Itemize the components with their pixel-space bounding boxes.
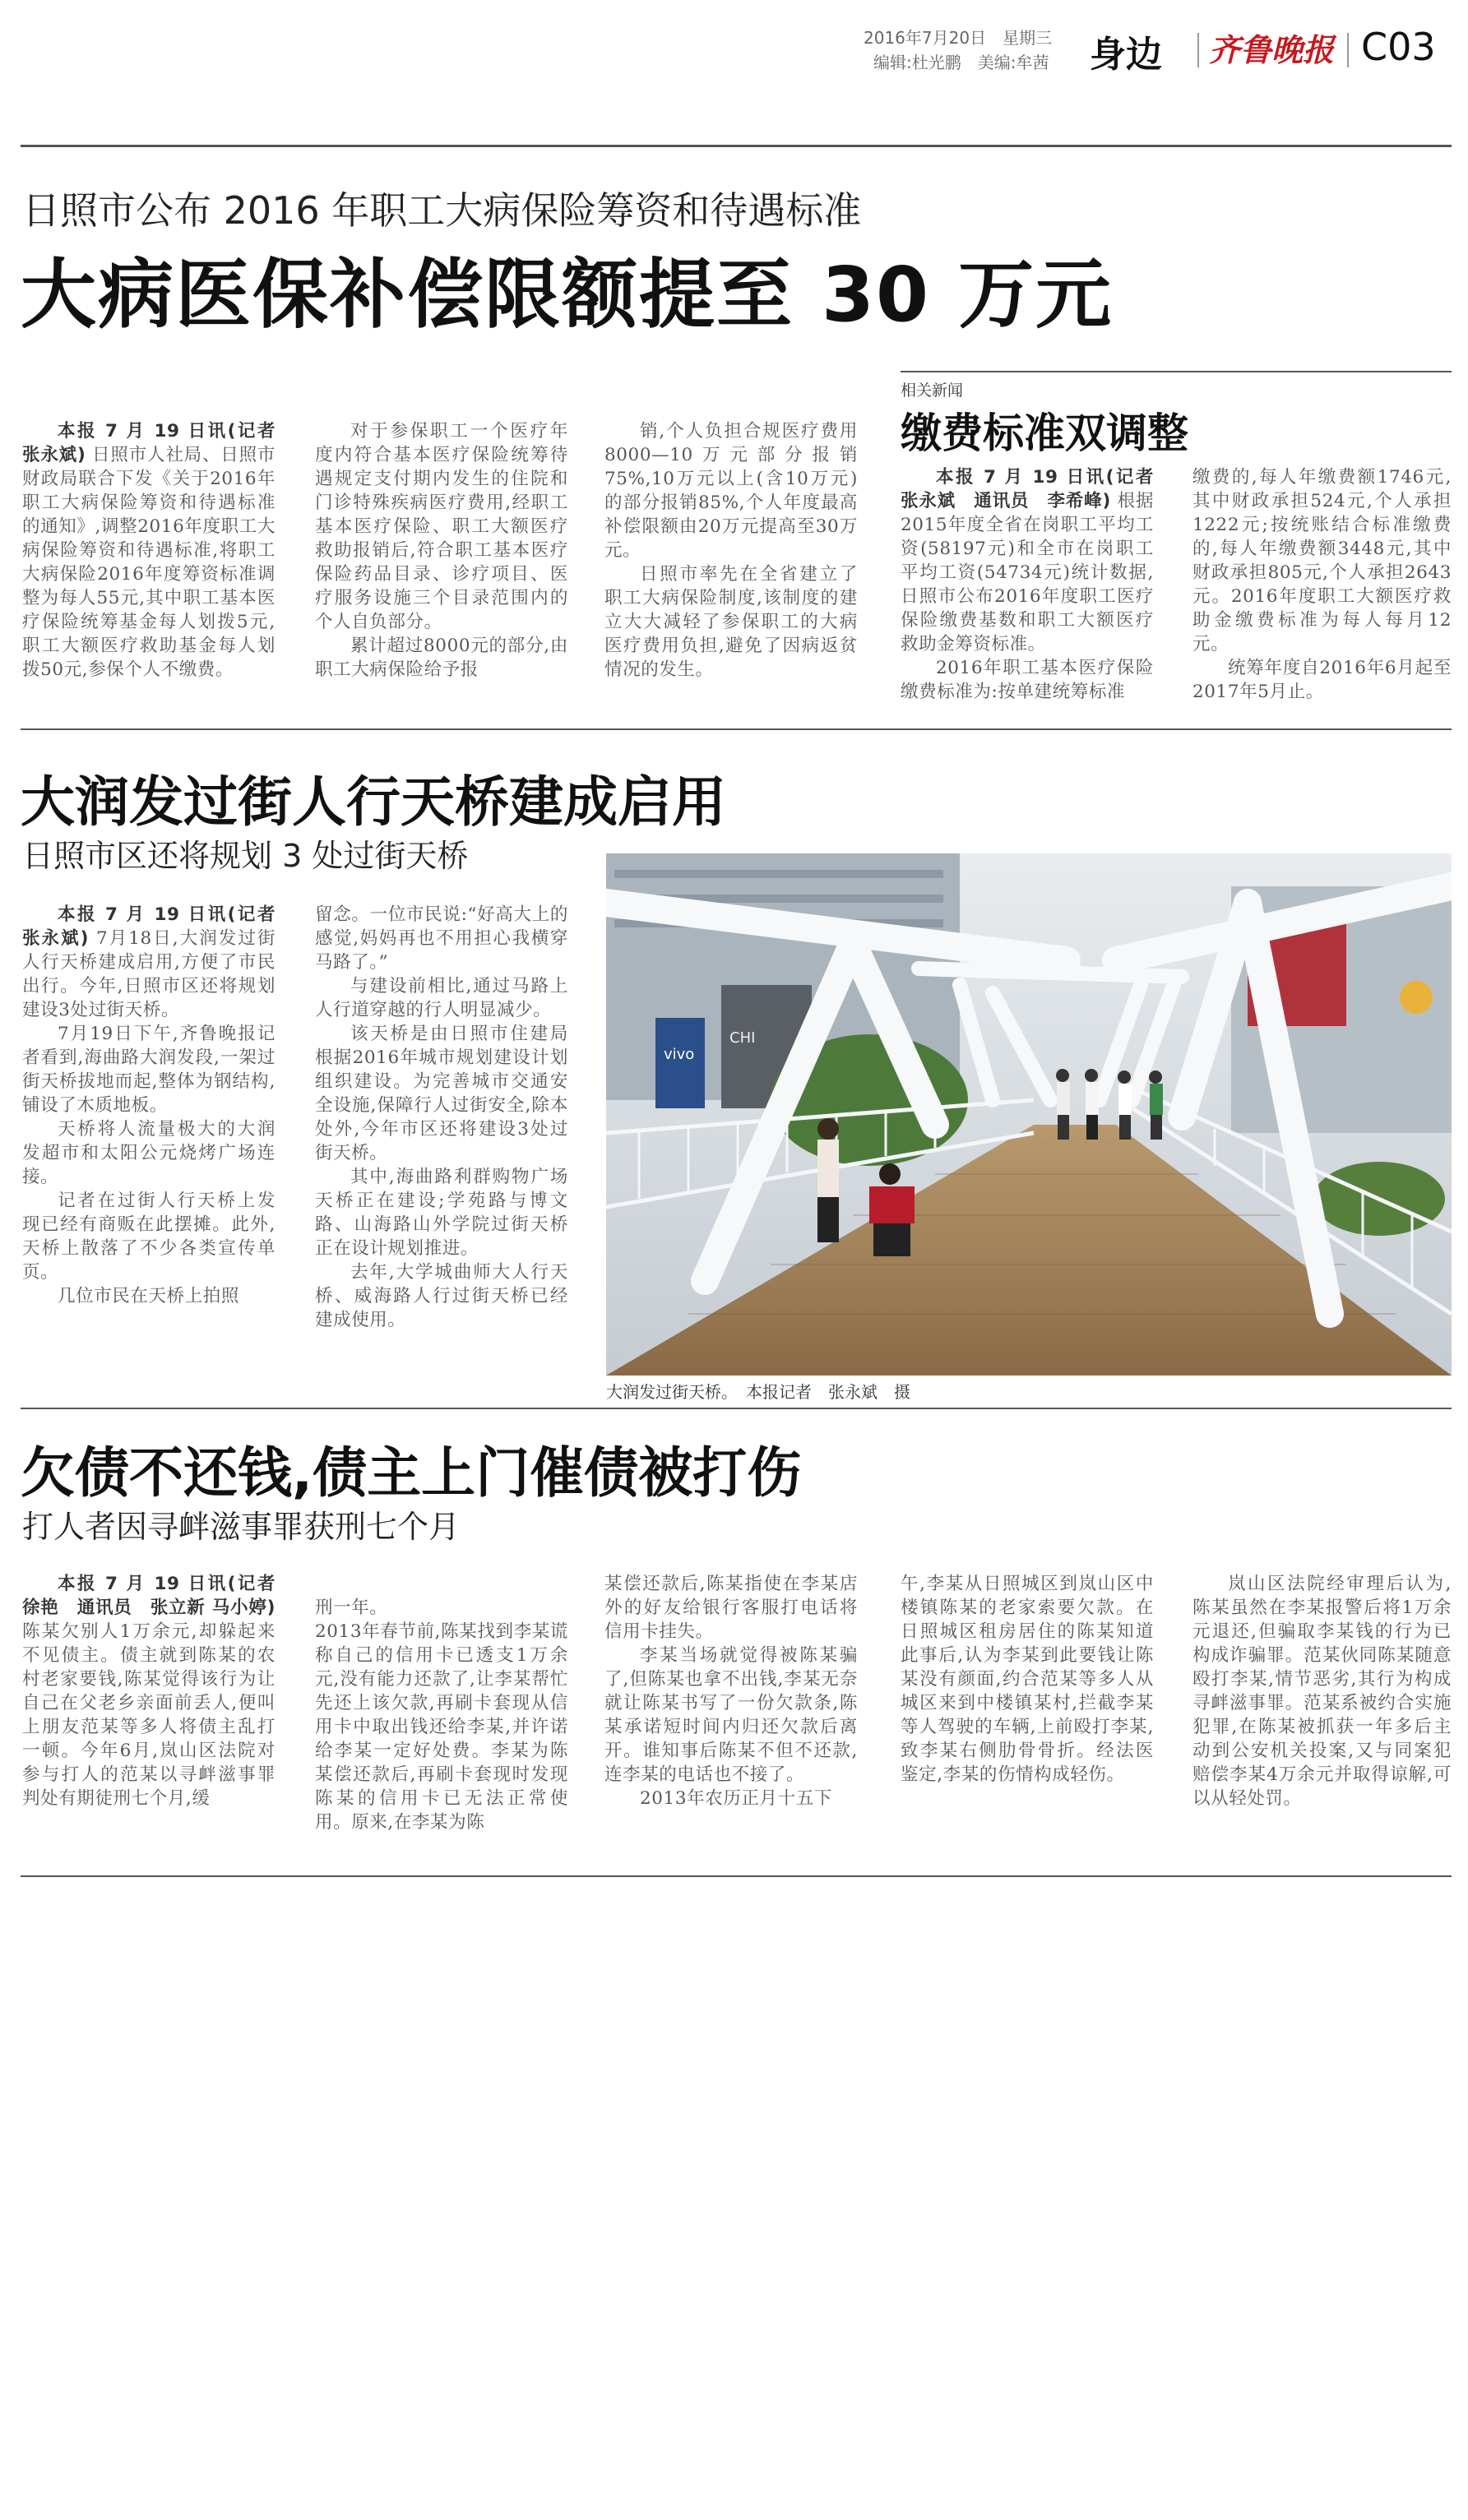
- story1-kicker: 日照市公布 2016 年职工大病保险筹资和待遇标准: [22, 188, 862, 233]
- story3-subhead: 日照市区还将规划 3 处过街天桥: [22, 838, 469, 874]
- story4-col4: [901, 1572, 1154, 1843]
- story4-headline: 欠债不还钱,债主上门催债被打伤: [21, 1441, 802, 1505]
- story3-col2-p2: 与建设前相比,通过马路上人行道穿越的行人明显减少。: [315, 976, 568, 1020]
- story4-col5-p1: 岚山区法院经审理后认为,陈某虽然在李某报警后将1万余元退还,但骗取李某钱的行为已构成诈骗罪。范某伙同陈某随意殴打李某,情节恶劣,其行为构成寻衅滋事罪。范某系被约合实施犯罪,在陈某被抓获一年多后主动到公安机关投案,又与同案犯赔偿李某4万余元并取得谅解,可以从轻处罚。: [1192, 1574, 1452, 1809]
- story3-col1-p2: 7月19日下午,齐鲁晚报记者看到,海曲路大润发段,一架过街天桥拔地而起,整体为钢结构,铺设了木质地板。: [22, 1024, 276, 1116]
- brand-logo: 齐鲁晚报: [1209, 31, 1335, 68]
- story1-col3: [604, 419, 858, 715]
- story2-col2-p1: 缴费的,每人年缴费额1746元,其中财政承担524元,个人承担1222元;按统账结合标准缴费的,每人年缴费额3448元,其中财政承担805元,个人承担2643元。2016年度职工大额医疗救助金缴费标准为每人每月12元。: [1192, 467, 1452, 654]
- story3-col2-p4: 其中,海曲路利群购物广场天桥正在建设;学苑路与博文路、山海路山外学院过街天桥正在设计规划推进。: [315, 1167, 568, 1259]
- story2-tag: 相关新闻: [901, 381, 964, 400]
- photo-sign-vivo: vivo: [664, 1046, 695, 1063]
- story4-col2: [315, 1572, 568, 1843]
- story4-col2-text: 刑一年。 2013年春节前,陈某找到李某谎称自己的信用卡已透支1万余元,没有能力还款了,让李某帮忙先还上该欠款,再刷卡套现从信用卡中取出钱还给李某,并许诺给李某一定好处费。李某为陈某偿还款后,再刷卡套现时发现陈某的信用卡已无法正常使用。原来,在李某为陈: [315, 1598, 568, 1833]
- story4-col3-p3: 2013年农历正月十五下: [640, 1788, 832, 1809]
- footbridge-photo-drawing: [606, 853, 1452, 1376]
- story2-dateline: 本报 7 月 19 日讯(记者 张永斌 通讯员 李希峰): [901, 467, 1154, 511]
- story1-col3-p2: 日照市率先在全省建立了职工大病保险制度,该制度的建立大大减轻了参保职工的大病医疗费用负担,避免了因病返贫情况的发生。: [604, 564, 858, 680]
- story4-subhead: 打人者因寻衅滋事罪获刑七个月: [22, 1509, 461, 1545]
- story3-col1: [22, 903, 276, 1380]
- story1-col2-p2: 累计超过8000元的部分,由职工大病保险给予报: [315, 636, 568, 680]
- masthead-divider-2: [1347, 33, 1349, 67]
- story3-col1-p3: 天桥将人流量极大的大润发超市和太阳公元烧烤广场连接。: [22, 1119, 276, 1187]
- footbridge-photo: [606, 853, 1452, 1376]
- story4-col4-p1: 午,李某从日照城区到岚山区中楼镇陈某的老家索要欠款。在日照城区租房居住的陈某知道此事后,认为李某到此要钱让陈某没有颜面,约合范某等多人从城区来到中楼镇某村,拦截李某等人驾驶的车辆,上前殴打李某,致李某右侧肋骨骨折。经法医鉴定,李某的伤情构成轻伤。: [901, 1574, 1154, 1785]
- story3-col2-p3: 该天桥是由日照市住建局根据2016年城市规划建设计划组织建设。为完善城市交通安全设施,保障行人过街安全,除本处外,今年市区还将建设3处过街天桥。: [315, 1024, 568, 1163]
- story3-col2-p1: 留念。一位市民说:“好高大上的感觉,妈妈再也不用担心我横穿马路了。”: [315, 904, 568, 973]
- rule-2: [21, 728, 1452, 730]
- story1-headline: 大病医保补偿限额提至 30 万元: [21, 251, 1114, 339]
- story4-col3: [604, 1572, 858, 1843]
- top-rule: [21, 145, 1452, 147]
- photo-sign-chi: CHI: [729, 1029, 756, 1047]
- story1-col3-p1: 销,个人负担合规医疗费用8000—10万元部分报销75%,10万元以上(含10万元)的部分报销85%,个人年度最高补偿限额由20万元提高至30万元。: [604, 421, 858, 561]
- page-date: 2016年7月20日 星期三: [864, 28, 1053, 48]
- bottom-rule: [21, 1875, 1452, 1877]
- story3-col2: [315, 903, 568, 1380]
- story3-col1-p5: 几位市民在天桥上拍照: [58, 1286, 240, 1306]
- rule-3: [21, 1408, 1452, 1409]
- story2-col2-p2: 统筹年度自2016年6月起至2017年5月止。: [1192, 658, 1452, 702]
- story3-dateline: 本报 7 月 19 日讯(记者 张永斌): [22, 904, 276, 949]
- story2-col1-p2: 2016年职工基本医疗保险缴费标准为:按单建统筹标准: [901, 658, 1154, 702]
- section-name: 身边: [1090, 34, 1162, 76]
- story4-dateline: 本报 7 月 19 日讯(记者 徐艳 通讯员 张立新 马小婷): [22, 1574, 276, 1618]
- story2-col2: [1192, 465, 1452, 716]
- story1-col1-text: 日照市人社局、日照市财政局联合下发《关于2016年职工大病保险筹资和待遇标准的通知》,调整2016年度职工大病保险筹资和待遇标准,将职工大病保险2016年度筹资标准调整为每人55元,其中职工基本医疗保险统筹基金每人划拨5元,职工大额医疗救助基金每人划拨50元,参保个人不缴费。: [22, 445, 276, 680]
- story4-col3-p2: 李某当场就觉得被陈某骗了,但陈某也拿不出钱,李某无奈就让陈某书写了一份欠款条,陈某承诺短时间内归还欠款后离开。谁知事后陈某不但不还款,连李某的电话也不接了。: [604, 1645, 858, 1785]
- story4-col5: [1192, 1572, 1452, 1843]
- story3-col2-p5: 去年,大学城曲师大人行天桥、威海路人行过街天桥已经建成使用。: [315, 1262, 568, 1330]
- story2-box-top-rule: [901, 371, 1452, 372]
- story1-dateline: 本报 7 月 19 日讯(记者 张永斌): [22, 421, 276, 465]
- story1-col2-p1: 对于参保职工一个医疗年度内符合基本医疗保险统筹待遇规定支付期内发生的住院和门诊特殊疾病医疗费用,经职工基本医疗保险、职工大额医疗救助报销后,符合职工基本医疗保险药品目录、诊疗项目、医疗服务设施三个目录范围内的个人自负部分。: [315, 421, 568, 632]
- story2-col1-text: 根据2015年度全省在岗职工平均工资(58197元)和全市在岗职工平均工资(54734元)统计数据,日照市公布2016年度职工医疗保险缴费基数和职工大额医疗救助金筹资标准。: [901, 491, 1154, 654]
- story3-headline: 大润发过街人行天桥建成启用: [21, 770, 726, 834]
- story4-col1-text: 陈某欠别人1万余元,却躲起来不见债主。债主就到陈某的农村老家要钱,陈某觉得该行为让自己在父老乡亲面前丢人,便叫上朋友范某等多人将债主乱打一顿。今年6月,岚山区法院对参与打人的范某以寻衅滋事罪判处有期徒刑七个月,缓: [22, 1621, 276, 1809]
- story1-col1: [22, 419, 276, 715]
- story4-col3-p1: 某偿还款后,陈某指使在李某店外的好友给银行客服打电话将信用卡挂失。: [604, 1574, 858, 1642]
- photo-caption: 大润发过街天桥。 本报记者 张永斌 摄: [606, 1382, 910, 1402]
- story4-col1: [22, 1572, 276, 1843]
- masthead-divider-1: [1197, 33, 1199, 67]
- story3-col1-text: 7月18日,大润发过街人行天桥建成启用,方便了市民出行。今年,日照市区还将规划建设3处过街天桥。: [22, 928, 276, 1020]
- story2-headline: 缴费标准双调整: [901, 409, 1188, 457]
- page-editors: 编辑:杜光鹏 美编:牟茜: [873, 53, 1049, 72]
- story2-col1: [901, 465, 1154, 716]
- page-number: C03: [1361, 25, 1436, 69]
- story1-col2: [315, 419, 568, 715]
- story3-col1-p4: 记者在过街人行天桥上发现已经有商贩在此摆摊。此外,天桥上散落了不少各类宣传单页。: [22, 1191, 276, 1283]
